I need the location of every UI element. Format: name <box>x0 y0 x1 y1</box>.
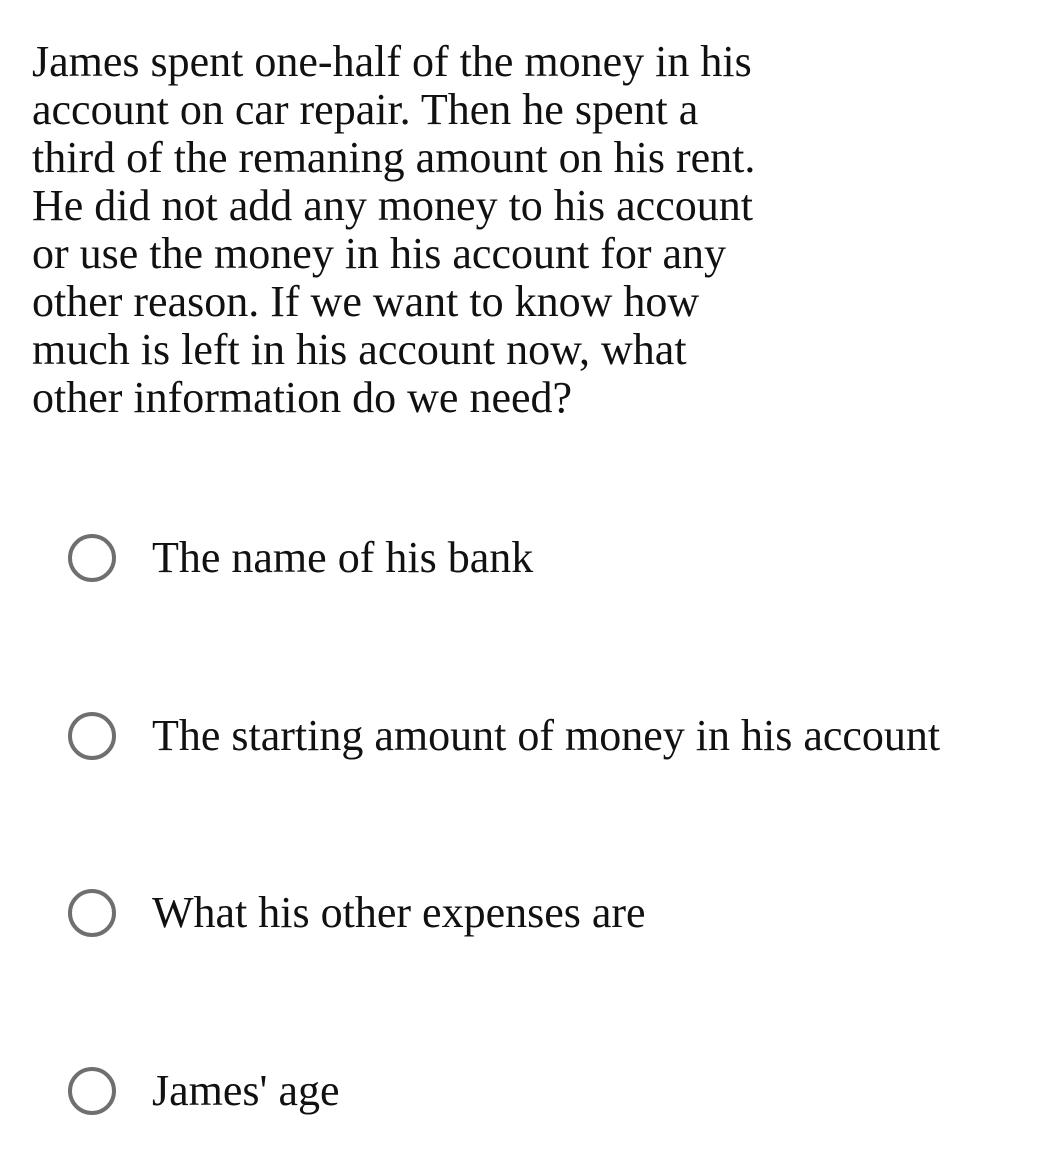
answer-option-starting-amount[interactable] <box>68 706 940 766</box>
answer-option-label: James' age <box>152 1066 340 1115</box>
radio-button[interactable] <box>68 534 116 582</box>
answer-option-bank-name[interactable] <box>68 528 533 588</box>
radio-button[interactable] <box>68 1067 116 1115</box>
question-line: other information do we need? <box>32 373 573 422</box>
answer-option-label: The starting amount of money in his account <box>152 711 941 760</box>
question-line: or use the money in his account for any <box>32 229 727 278</box>
question-line: account on car repair. Then he spent a <box>32 85 699 134</box>
radio-button[interactable] <box>68 712 116 760</box>
answer-option-label: The name of his bank <box>152 533 534 582</box>
answer-option-other-expenses[interactable] <box>68 883 646 943</box>
answer-option-label: What his other expenses are <box>152 888 646 937</box>
radio-button[interactable] <box>68 889 116 937</box>
question-line: third of the remaning amount on his rent. <box>32 133 756 182</box>
answer-option-james-age[interactable] <box>68 1061 340 1121</box>
question-line: He did not add any money to his account <box>32 181 753 230</box>
question-line: other reason. If we want to know how <box>32 277 700 326</box>
question-line: much is left in his account now, what <box>32 325 687 374</box>
question-line: James spent one-half of the money in his <box>32 37 752 86</box>
